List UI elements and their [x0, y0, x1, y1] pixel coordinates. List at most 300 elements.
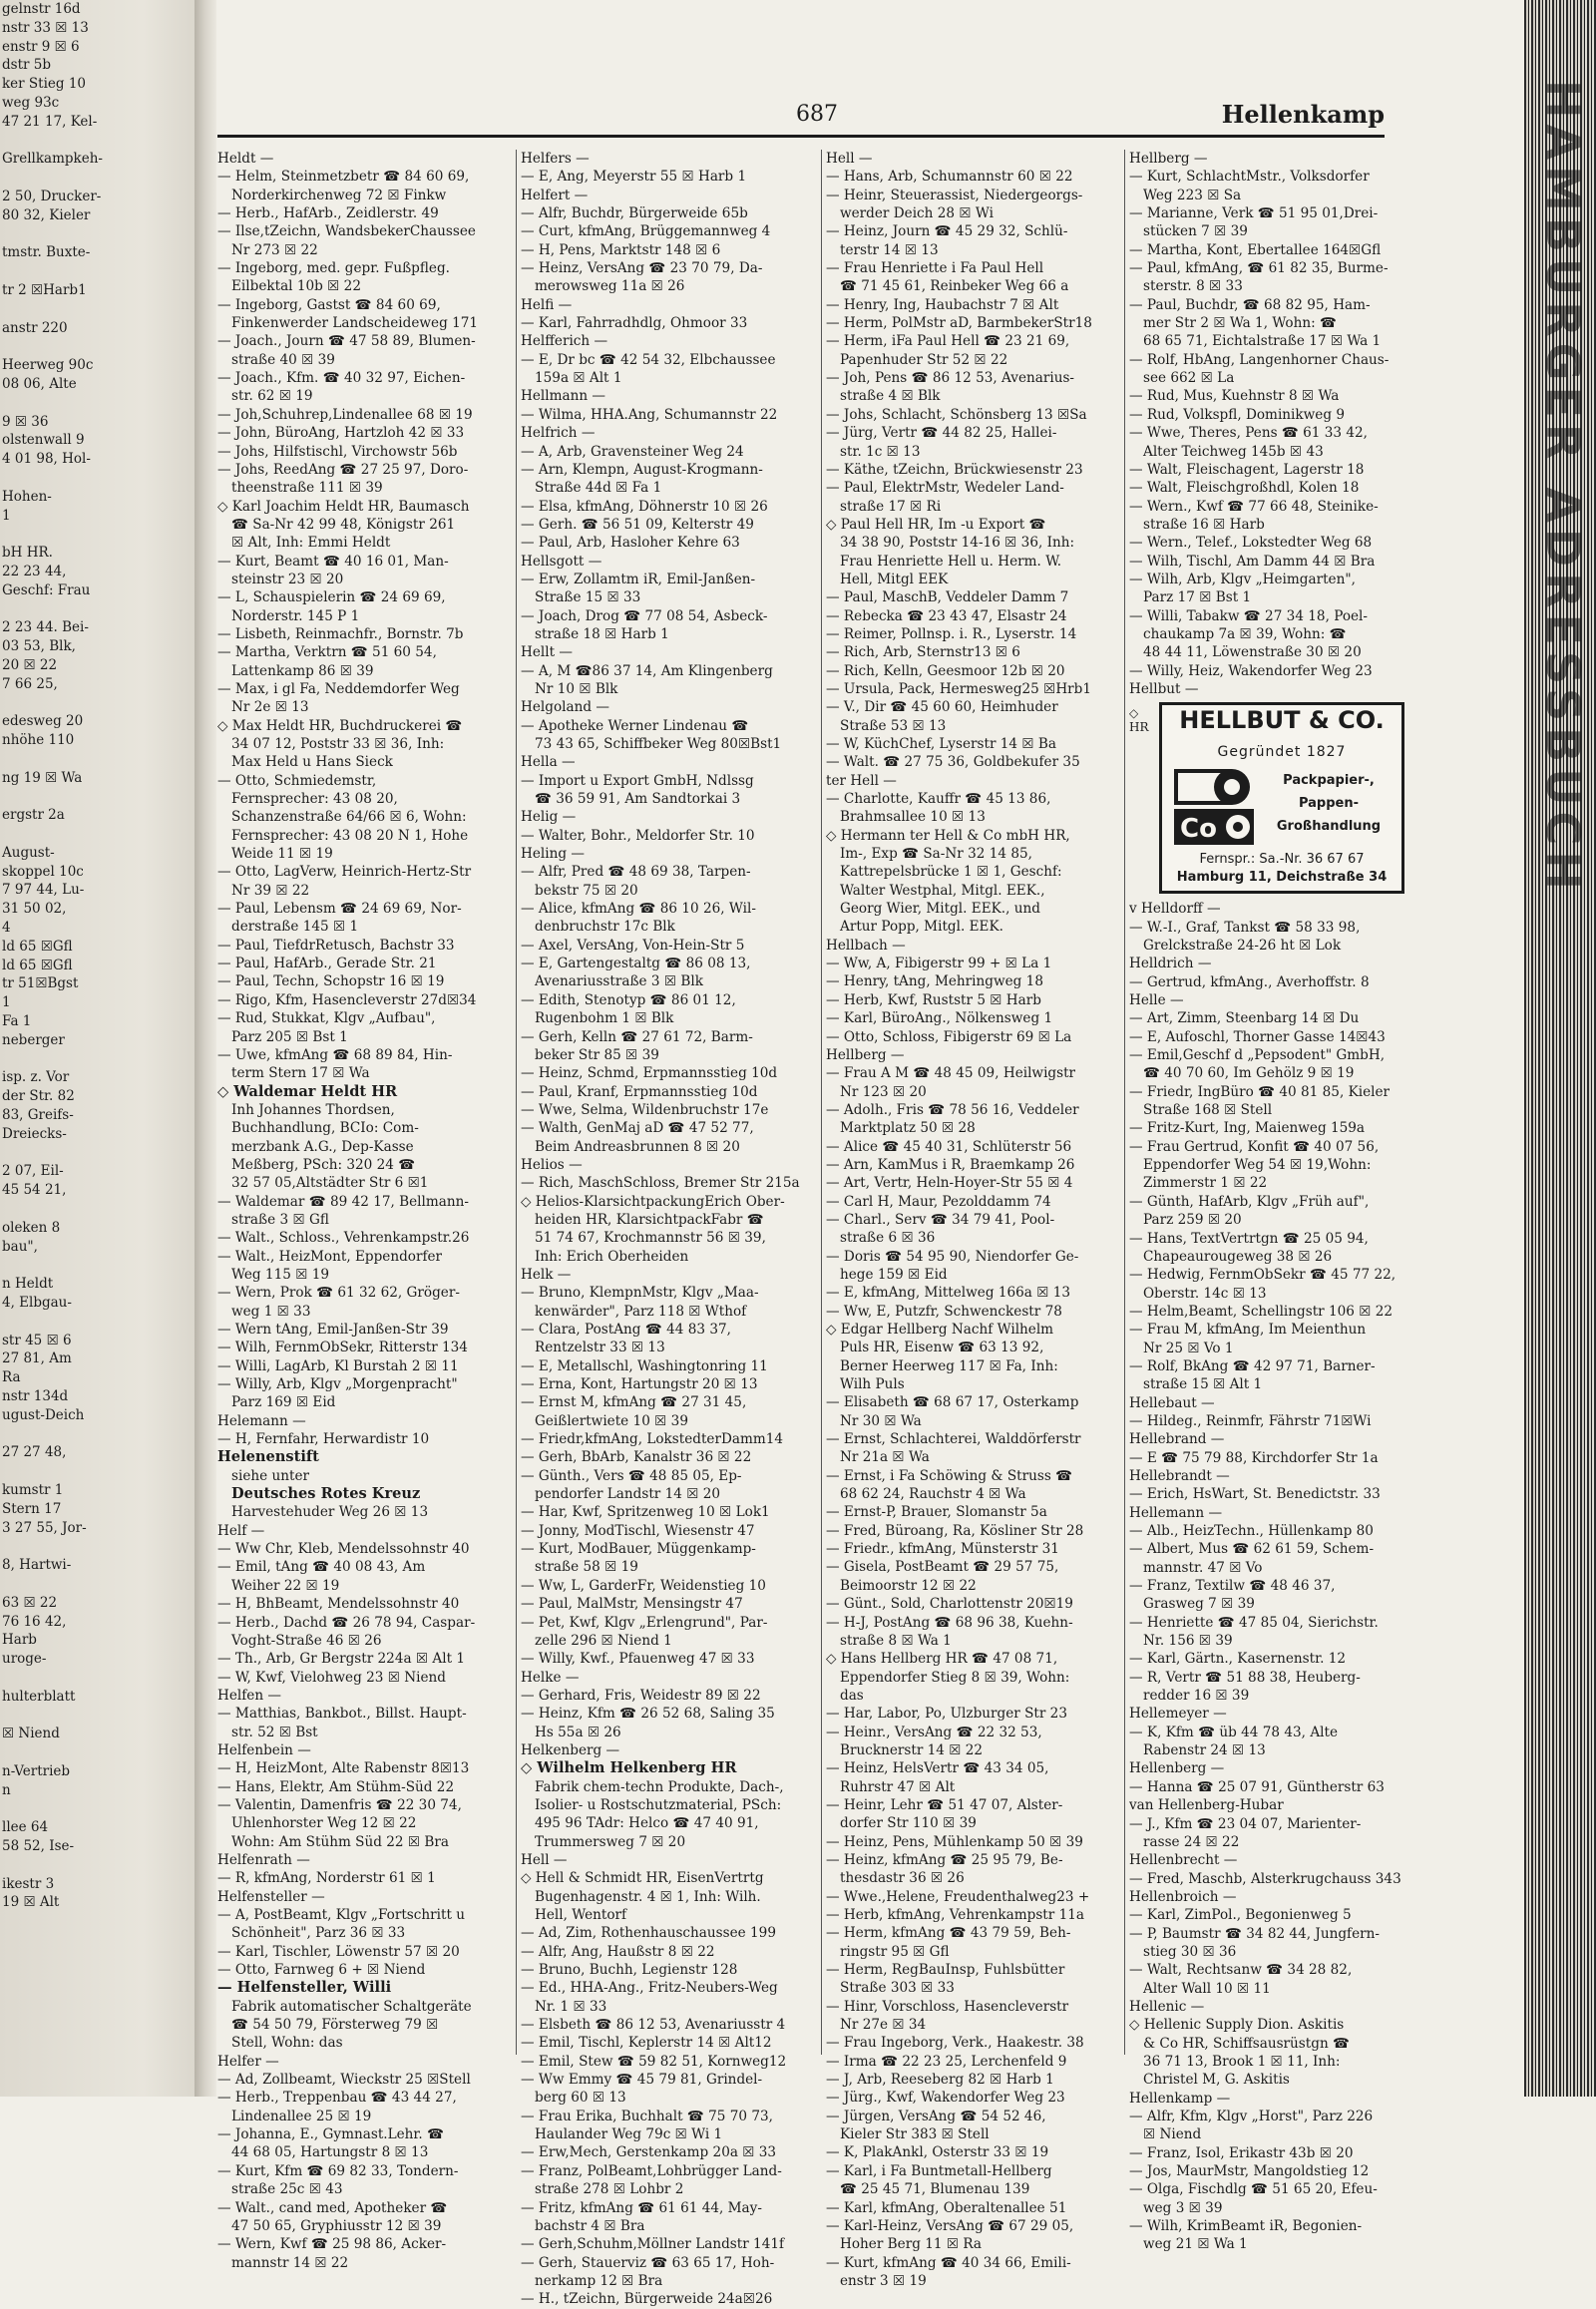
- previous-page-line: oleken 8: [2, 1219, 61, 1236]
- directory-line: — Wilma, HHA.Ang, Schumannstr 22: [521, 406, 778, 423]
- directory-line: — Henry, tAng, Mehringweg 18: [826, 973, 1043, 990]
- directory-line: — Albert, Mus ☎ 62 61 59, Schem-: [1129, 1541, 1375, 1558]
- previous-page-line: [0, 1425, 204, 1444]
- directory-line: — Alfr, Pred ☎ 48 69 38, Tarpen-: [521, 864, 751, 881]
- directory-line: — L, Schauspielerin ☎ 24 69 69,: [217, 589, 446, 606]
- directory-line: — Art, Zimm, Steenbarg 14 ☒ Du: [1129, 1010, 1360, 1027]
- directory-line: — Kurt, ModBauer, Müggenkamp-: [521, 1541, 756, 1558]
- directory-line: Kattrepelsbrücke 1 ☒ 1, Geschf:: [840, 864, 1062, 881]
- directory-line: — Rolf, BkAng ☎ 42 97 71, Barner-: [1129, 1357, 1376, 1374]
- directory-line: — Paul, Buchdr, ☎ 68 82 95, Ham-: [1129, 296, 1371, 313]
- previous-page-line: [0, 169, 204, 188]
- directory-heading: Hellmann —: [521, 388, 606, 405]
- column-2: [521, 150, 818, 2308]
- directory-line: Alter Teichweg 145b ☒ 43: [1143, 443, 1324, 460]
- directory-line: — Martha, Verktrn ☎ 51 60 54,: [217, 644, 437, 661]
- directory-line: — Alb., HeizTechn., Hüllenkamp 80: [1129, 1523, 1374, 1539]
- directory-line: — Kurt, SchlachtMstr., Volksdorfer: [1129, 169, 1370, 186]
- edge-print: HAMBURGER ADRESSBUCH: [1536, 80, 1590, 896]
- directory-line: — Herb., Dachd ☎ 26 78 94, Caspar-: [217, 1614, 476, 1631]
- directory-line: Nr. 156 ☒ 39: [1143, 1633, 1233, 1650]
- directory-line: mannstr 14 ☒ 22: [231, 2254, 349, 2271]
- header-rule: [217, 135, 1385, 138]
- directory-line: Grasweg 7 ☒ 39: [1143, 1596, 1255, 1613]
- directory-line: Beimoorstr 12 ☒ 22: [840, 1577, 977, 1594]
- previous-page-line: ugust-Deich: [2, 1406, 85, 1423]
- directory-line: Wohn: Am Stühm Süd 22 ☒ Bra: [231, 1833, 449, 1850]
- previous-page-line: Hohen-: [2, 488, 52, 505]
- directory-line: — Arn, KamMus i R, Braemkamp 26: [826, 1156, 1075, 1173]
- directory-line: — Johs, Hilfstischl, Virchowstr 56b: [217, 443, 458, 460]
- directory-line: — Ingeborg, Gastst ☎ 84 60 69,: [217, 296, 441, 313]
- directory-line: — Har, Labor, Po, Ulzburger Str 23: [826, 1706, 1067, 1723]
- previous-page-line: [0, 1575, 204, 1594]
- directory-line: Hell, Mitgl EEK: [840, 571, 949, 587]
- previous-page-line: Harb: [2, 1632, 37, 1649]
- directory-line: bekstr 75 ☒ 20: [535, 882, 638, 899]
- directory-line: — Günth, HafArb, Klgv „Früh auf",: [1129, 1193, 1370, 1210]
- directory-heading: Helfferich —: [521, 333, 608, 350]
- previous-page-line: 4, Elbgau-: [2, 1294, 72, 1311]
- directory-line: — Günt., Sold, Charlottenstr 20☒19: [826, 1596, 1073, 1613]
- previous-page-line: [0, 225, 204, 244]
- directory-line: — Wwe, Selma, Wildenbruchstr 17e: [521, 1101, 769, 1118]
- directory-line: — Walt., cand med, Apotheker ☎: [217, 2199, 448, 2216]
- previous-page-line: dstr 5b: [2, 57, 51, 74]
- directory-line: — Ilse,tZeichn, WandsbekerChaussee: [217, 223, 476, 240]
- directory-line: — Franz, PolBeamt,Lohbrügger Land-: [521, 2162, 782, 2179]
- directory-line: — Joh,Schuhrep,Lindenallee 68 ☒ 19: [217, 406, 473, 423]
- directory-line: — Ursula, Pack, Hermesweg25 ☒Hrb1: [826, 680, 1092, 697]
- previous-page-line: [0, 1707, 204, 1726]
- directory-line: terstr 14 ☒ 13: [840, 241, 939, 258]
- directory-line: — K, PlakAnkl, Osterstr 33 ☒ 19: [826, 2144, 1049, 2161]
- directory-line: Weg 115 ☒ 19: [231, 1266, 330, 1283]
- directory-line: straße 18 ☒ Harb 1: [535, 625, 669, 642]
- directory-heading: Helfrich —: [521, 425, 596, 442]
- directory-line: — Joach., Journ ☎ 47 58 89, Blumen-: [217, 333, 476, 350]
- directory-line: — Apotheke Werner Lindenau ☎: [521, 717, 749, 734]
- previous-page-line: Heerweg 90c: [2, 357, 94, 374]
- directory-line: ◇ Hellenic Supply Dion. Askitis: [1129, 2017, 1345, 2034]
- directory-line: Nr. 1 ☒ 33: [535, 1998, 607, 2015]
- directory-line: — Elsbeth ☎ 86 12 53, Avenariusstr 4: [521, 2017, 786, 2034]
- directory-line: — Friedr, IngBüro ☎ 40 81 85, Kieler: [1129, 1083, 1391, 1100]
- directory-line: Nr 21a ☒ Wa: [840, 1449, 930, 1466]
- directory-line: — Hinr, Vorschloss, Hasencleverstr: [826, 1998, 1069, 2015]
- directory-line: hege 159 ☒ Eid: [840, 1266, 948, 1283]
- directory-line: — Kurt, Kfm ☎ 69 82 33, Tondern-: [217, 2162, 459, 2179]
- directory-line: — Erich, HsWart, St. Benedictstr. 33: [1129, 1486, 1381, 1503]
- directory-line: Nr 27e ☒ 34: [840, 2017, 927, 2034]
- directory-line: — H, HeizMont, Alte Rabenstr 8☒13: [217, 1760, 470, 1777]
- directory-line: str. 62 ☒ 19: [231, 388, 313, 405]
- directory-line: ◇ Karl Joachim Heldt HR, Baumasch: [217, 498, 470, 515]
- directory-line: — Otto, LagVerw, Heinrich-Hertz-Str: [217, 864, 472, 881]
- directory-heading: Hellberg —: [1129, 151, 1208, 167]
- directory-line: — Gerh. ☎ 56 51 09, Kelterstr 49: [521, 516, 754, 533]
- directory-line: — Gertrud, kfmAng., Averhoffstr. 8: [1129, 973, 1370, 990]
- previous-page-line: Ra: [2, 1369, 21, 1386]
- directory-line: — Heinz, VersAng ☎ 23 70 79, Da-: [521, 260, 763, 277]
- directory-line: — Heinz, HelsVertr ☎ 43 34 05,: [826, 1760, 1049, 1777]
- directory-line: Parz 17 ☒ Bst 1: [1143, 589, 1252, 606]
- previous-page-line: str 45 ☒ 6: [2, 1332, 72, 1348]
- directory-line: — Willi, Tabakw ☎ 27 34 18, Poel-: [1129, 607, 1368, 624]
- directory-line: Hs 55a ☒ 26: [535, 1724, 621, 1740]
- column-divider: [821, 150, 822, 2055]
- directory-line: — Günth., Vers ☎ 48 85 05, Ep-: [521, 1467, 742, 1484]
- directory-line: — Max, i gl Fa, Neddemdorfer Weg: [217, 680, 460, 697]
- directory-line: — Martha, Kont, Ebertallee 164☒Gfl: [1129, 241, 1382, 258]
- directory-line: Inh: Erich Oberheiden: [535, 1248, 689, 1265]
- directory-line: — Wilh, FernmObSekr, Ritterstr 134: [217, 1340, 468, 1356]
- directory-line: Nr 10 ☒ Blk: [535, 680, 618, 697]
- ad-description: [1260, 769, 1397, 838]
- previous-page-line: Geschf: Frau: [2, 581, 91, 598]
- previous-page-line: August-: [2, 844, 55, 861]
- directory-line: — Karl, Gärtn., Kasernenstr. 12: [1129, 1651, 1347, 1668]
- page-number: 687: [796, 102, 838, 127]
- directory-line: — Emil,Geschf d „Pepsodent" GmbH,: [1129, 1047, 1386, 1064]
- directory-line: — Paul, MaschB, Veddeler Damm 7: [826, 589, 1069, 606]
- directory-heading: Helf —: [217, 1522, 265, 1539]
- previous-page-line: 7 97 44, Lu-: [2, 882, 85, 899]
- directory-line: — Willy, Kwf., Pfauenweg 47 ☒ 33: [521, 1651, 755, 1668]
- directory-line: Rugenbohm 1 ☒ Blk: [535, 1010, 674, 1027]
- directory-line: siehe unter: [231, 1467, 310, 1484]
- directory-line: Grelckstraße 24-26 ht ☒ Lok: [1143, 938, 1342, 954]
- directory-line: — Ingeborg, med. gepr. Fußpfleg.: [217, 260, 450, 277]
- directory-line: Parz 169 ☒ Eid: [231, 1394, 336, 1411]
- directory-line: — Gerhard, Fris, Weidestr 89 ☒ 22: [521, 1687, 761, 1704]
- directory-line: — Willi, LagArb, Kl Burstah 2 ☒ 11: [217, 1357, 459, 1374]
- directory-line: — Rud, Stukkat, Klgv „Aufbau",: [217, 1010, 436, 1027]
- directory-heading: Helkenberg —: [521, 1741, 620, 1758]
- directory-line: enstr 3 ☒ 19: [840, 2272, 927, 2289]
- directory-line: Norderstr. 145 P 1: [231, 607, 360, 624]
- column-4-top: [1129, 150, 1426, 698]
- directory-line: — Walt., HeizMont, Eppendorfer: [217, 1248, 443, 1265]
- directory-line: ◇ Paul Hell HR, Im -u Export ☎: [826, 516, 1046, 533]
- directory-line: Georg Wier, Mitgl. EEK., und: [840, 901, 1040, 918]
- directory-line: sterstr. 8 ☒ 33: [1143, 278, 1243, 295]
- directory-line: Brucknerstr 14 ☒ 22: [840, 1741, 984, 1758]
- directory-line: — Emil, Tischl, Keplerstr 14 ☒ Alt12: [521, 2035, 772, 2052]
- previous-page-line: enstr 9 ☒ 6: [2, 38, 80, 55]
- directory-heading: Helfen —: [217, 1687, 281, 1704]
- directory-line: Fernsprecher: 43 08 20 N 1, Hohe: [231, 827, 469, 844]
- directory-line: — Charlotte, Kauffr ☎ 45 13 86,: [826, 791, 1051, 808]
- directory-line: Parz 205 ☒ Bst 1: [231, 1028, 348, 1045]
- ad-company-name: HELLBUT & CO.: [1179, 706, 1385, 735]
- directory-line: — Karl, BüroAng., Nölkensweg 1: [826, 1010, 1053, 1027]
- previous-page-line: [0, 1462, 204, 1481]
- directory-line: — E ☎ 75 79 88, Kirchdorfer Str 1a: [1129, 1449, 1379, 1466]
- directory-line: Norderkirchenweg 72 ☒ Finkw: [231, 187, 447, 203]
- directory-line: Schönheit", Parz 36 ☒ 33: [231, 1925, 406, 1942]
- directory-line: — Rud, Volkspfl, Dominikweg 9: [1129, 406, 1345, 423]
- directory-line: — Rolf, HbAng, Langenhorner Chaus-: [1129, 351, 1390, 368]
- directory-line: 47 50 65, Gryphiusstr 12 ☒ 39: [231, 2217, 442, 2234]
- directory-line: ◇ Hermann ter Hell & Co mbH HR,: [826, 827, 1070, 844]
- directory-line: Eppendorfer Stieg 8 ☒ 39, Wohn:: [840, 1669, 1070, 1686]
- directory-line: — Herb., HafArb., Zeidlerstr. 49: [217, 205, 439, 222]
- directory-line: Frau Henriette Hell u. Herm. W.: [840, 553, 1062, 570]
- directory-line: 36 71 13, Brook 1 ☒ 11, Inh:: [1143, 2053, 1341, 2070]
- directory-line: str. 1c ☒ 13: [840, 443, 921, 460]
- directory-line: — Alfr, Buchdr, Bürgerweide 65b: [521, 205, 748, 222]
- directory-line: — Frau M, kfmAng, Im Meienthun: [1129, 1322, 1367, 1339]
- directory-line: — Rud, Mus, Kuehnstr 8 ☒ Wa: [1129, 388, 1340, 405]
- directory-line: — Helm, Steinmetzbetr ☎ 84 60 69,: [217, 169, 470, 186]
- column-4: [1129, 150, 1426, 2253]
- directory-line: — Ww Emmy ☎ 45 79 81, Grindel-: [521, 2072, 763, 2089]
- directory-heading: Helk —: [521, 1266, 572, 1283]
- directory-line: — Heinr, Steuerassist, Niedergeorgs-: [826, 187, 1083, 203]
- directory-line: Hoher Berg 11 ☒ Ra: [840, 2236, 982, 2253]
- directory-line: — H, BhBeamt, Mendelssohnstr 40: [217, 1596, 460, 1613]
- directory-line: Lattenkamp 86 ☒ 39: [231, 662, 374, 679]
- previous-page-line: weg 93c: [2, 94, 60, 111]
- directory-line: Hell, Wentorf: [535, 1907, 627, 1923]
- previous-page-line: 08 06, Alte: [2, 375, 77, 392]
- directory-line: — E, Aufoschl, Thorner Gasse 14☒43: [1129, 1028, 1386, 1045]
- previous-page-line: olstenwall 9: [2, 432, 85, 449]
- directory-heading: Helldrich —: [1129, 956, 1212, 972]
- previous-page-line: 27 81, Am: [2, 1350, 72, 1367]
- previous-page-line: 2 23 44. Bei-: [2, 619, 89, 636]
- directory-line: — John, BüroAng, Hartzloh 42 ☒ 33: [217, 425, 465, 442]
- directory-line: — Ad, Zollbeamt, Wieckstr 25 ☒Stell: [217, 2072, 471, 2089]
- previous-page-line: nstr 134d: [2, 1387, 69, 1404]
- directory-line: — Import u Export GmbH, Ndlssg: [521, 772, 754, 789]
- directory-line: — Elisabeth ☎ 68 67 17, Osterkamp: [826, 1394, 1079, 1411]
- directory-line: 32 57 05,Altstädter Str 6 ☒1: [231, 1175, 429, 1192]
- previous-page-line: [0, 1200, 204, 1219]
- book-page-edges: [1524, 0, 1596, 2097]
- previous-page-line: ergstr 2a: [2, 807, 65, 824]
- directory-line: chaukamp 7a ☒ 39, Wohn: ☎: [1143, 625, 1347, 642]
- previous-page-line: 19 ☒ Alt: [2, 1894, 60, 1911]
- previous-page-line: [0, 262, 204, 281]
- directory-line: — Lisbeth, Reinmachfr., Bornstr. 7b: [217, 625, 464, 642]
- directory-line: pendorfer Landstr 14 ☒ 20: [535, 1486, 721, 1503]
- directory-line: — R, kfmAng, Norderstr 61 ☒ 1: [217, 1870, 436, 1887]
- directory-line: — Friedr,kfmAng, LokstedterDamm14: [521, 1431, 784, 1448]
- directory-line: denbruchstr 17c Blk: [535, 919, 675, 936]
- directory-line: — Willy, Heiz, Wakendorfer Weg 23: [1129, 662, 1373, 679]
- directory-line: Oberstr. 14c ☒ 13: [1143, 1285, 1267, 1302]
- directory-line: straße 58 ☒ 19: [535, 1559, 638, 1576]
- directory-line: Nr 2e ☒ 13: [231, 699, 309, 716]
- directory-line: rasse 24 ☒ 22: [1143, 1833, 1240, 1850]
- directory-line: — Heinz, Journ ☎ 45 29 32, Schlü-: [826, 223, 1068, 240]
- directory-line: ☎ 54 50 79, Försterweg 79 ☒: [231, 2017, 439, 2034]
- directory-line: — E, kfmAng, Mittelweg 166a ☒ 13: [826, 1285, 1071, 1302]
- directory-line: — Heinz, Schmd, Erpmannsstieg 10d: [521, 1065, 778, 1082]
- directory-line: Marktplatz 50 ☒ 28: [840, 1120, 976, 1137]
- directory-line: Meßberg, PSch: 320 24 ☎: [231, 1156, 416, 1173]
- directory-line: — H., tZeichn, Bürgerweide 24a☒26: [521, 2291, 773, 2308]
- previous-page-line: uroge-: [2, 1651, 47, 1668]
- directory-heading: Hellenic —: [1129, 1998, 1205, 2015]
- previous-page-line: 58 52, Ise-: [2, 1838, 75, 1855]
- directory-line: Uhlenhorster Weg 12 ☒ 22: [231, 1815, 417, 1832]
- directory-line: Geißlertwiete 10 ☒ 39: [535, 1412, 688, 1429]
- directory-line: — Fritz-Kurt, Ing, Maienweg 159a: [1129, 1120, 1366, 1137]
- directory-heading: Helemann —: [217, 1412, 306, 1429]
- directory-line: — Ernst, Schlachterei, Walddörferstr: [826, 1431, 1081, 1448]
- directory-line: — Edith, Stenotyp ☎ 86 01 12,: [521, 991, 736, 1008]
- directory-line: Straße 44d ☒ Fa 1: [535, 480, 662, 497]
- directory-line: Voght-Straße 46 ☒ 26: [231, 1632, 382, 1649]
- directory-line: — A, PostBeamt, Klgv „Fortschritt u: [217, 1907, 465, 1923]
- directory-heading: Hellemann —: [1129, 1504, 1223, 1521]
- directory-line: — Ww, E, Putzfr, Schwenckestr 78: [826, 1303, 1062, 1320]
- directory-line: — Johs, Schlacht, Schönsberg 13 ☒Sa: [826, 406, 1087, 423]
- directory-line: — Friedr., kfmAng, Münsterstr 31: [826, 1541, 1059, 1558]
- directory-line: — W, Kwf, Vielohweg 23 ☒ Niend: [217, 1669, 446, 1686]
- directory-line: merowsweg 11a ☒ 26: [535, 278, 685, 295]
- directory-line: Brahmsallee 10 ☒ 13: [840, 809, 986, 826]
- directory-line: — Walter, Bohr., Meldorfer Str. 10: [521, 827, 755, 844]
- directory-line: 495 96 TAdr: Helco ☎ 47 40 91,: [535, 1815, 759, 1832]
- directory-line: & Co HR, Schiffsausrüstgn ☎: [1143, 2035, 1350, 2052]
- directory-heading: Hellenbroich —: [1129, 1888, 1237, 1905]
- page-header: [217, 92, 1385, 138]
- directory-line: — Th., Arb, Gr Bergstr 224a ☒ Alt 1: [217, 1651, 466, 1668]
- directory-line: — Hans, Arb, Schumannstr 60 ☒ 22: [826, 169, 1073, 186]
- directory-line: — Wern, Kwf ☎ 25 98 86, Acker-: [217, 2236, 447, 2253]
- directory-line: — Alice, kfmAng ☎ 86 10 26, Wil-: [521, 901, 756, 918]
- directory-line: — Art, Vertr, Heln-Hoyer-Str 55 ☒ 4: [826, 1175, 1073, 1192]
- directory-heading: van Hellenberg-Hubar: [1129, 1797, 1284, 1814]
- previous-page-line: ☒ Niend: [2, 1726, 60, 1742]
- directory-line: — Paul, Arb, Hasloher Kehre 63: [521, 535, 740, 552]
- directory-line: Lindenallee 25 ☒ 19: [231, 2108, 372, 2124]
- directory-line: — Frau Henriette i Fa Paul Hell: [826, 260, 1044, 277]
- directory-line: Bugenhagenstr. 4 ☒ 1, Inh: Wilh.: [535, 1888, 761, 1905]
- ad-desc-line: Packpapier-,: [1283, 773, 1375, 789]
- directory-heading: Helfer —: [217, 2053, 279, 2070]
- directory-line: — Alfr, Ang, Haußstr 8 ☒ 22: [521, 1943, 715, 1960]
- directory-line: 51 74 67, Krochmannstr 56 ☒ 39,: [535, 1230, 766, 1247]
- directory-heading: Hellberg —: [826, 1046, 905, 1063]
- directory-line: — Clara, PostAng ☎ 44 83 37,: [521, 1322, 731, 1338]
- directory-line: — Ernst-P, Brauer, Slomanstr 5a: [826, 1504, 1047, 1521]
- directory-line: stücken 7 ☒ 39: [1143, 223, 1248, 240]
- directory-line: Zimmerstr 1 ☒ 22: [1143, 1175, 1268, 1192]
- directory-line: — Karl, ZimPol., Begonienweg 5: [1129, 1907, 1352, 1924]
- directory-line: — Rebecka ☎ 23 43 47, Elsastr 24: [826, 607, 1067, 624]
- previous-page-line: 1: [2, 507, 11, 524]
- directory-line: — Erw, Zollamtm iR, Emil-Janßen-: [521, 571, 756, 587]
- directory-line: Fabrik chem-techn Produkte, Dach-,: [535, 1778, 784, 1795]
- previous-page-line: 9 ☒ 36: [2, 413, 49, 430]
- directory-line: — Frau A M ☎ 48 45 09, Heilwigstr: [826, 1065, 1076, 1082]
- column-1: [217, 150, 515, 2271]
- directory-line: weg 1 ☒ 33: [231, 1303, 311, 1320]
- directory-line: — Irma ☎ 22 23 25, Lerchenfeld 9: [826, 2053, 1067, 2070]
- previous-page-line: 31 50 02,: [2, 901, 67, 918]
- directory-line: Nr 25 ☒ Vo 1: [1143, 1340, 1234, 1356]
- directory-line: — Willy, Arb, Klgv „Morgenpracht": [217, 1376, 458, 1393]
- directory-line: Avenariusstraße 3 ☒ Blk: [535, 973, 703, 990]
- directory-line: straße 8 ☒ Wa 1: [840, 1632, 952, 1649]
- directory-line: — Gisela, PostBeamt ☎ 29 57 75,: [826, 1559, 1059, 1576]
- directory-line: Kieler Str 383 ☒ Stell: [840, 2126, 990, 2143]
- previous-page-line: isp. z. Vor: [2, 1069, 70, 1086]
- directory-line: — Wern., Kwf ☎ 77 66 48, Steinike-: [1129, 498, 1379, 515]
- directory-line: — Walt, Rechtsanw ☎ 34 28 82,: [1129, 1962, 1353, 1979]
- directory-line: — Erw,Mech, Gerstenkamp 20a ☒ 33: [521, 2144, 777, 2161]
- directory-line: derstraße 145 ☒ 1: [231, 919, 359, 936]
- directory-line: Im-, Exp ☎ Sa-Nr 32 14 85,: [840, 846, 1032, 863]
- directory-line: 159a ☒ Alt 1: [535, 370, 622, 387]
- directory-line: — Paul, HafArb., Gerade Str. 21: [217, 956, 437, 972]
- directory-line: Alter Wall 10 ☒ 11: [1143, 1980, 1271, 1997]
- directory-heading: Helfensteller —: [217, 1888, 325, 1905]
- directory-line: — Herm, iFa Paul Hell ☎ 23 21 69,: [826, 333, 1070, 350]
- directory-line: — Helfensteller, Willi: [217, 1979, 392, 1997]
- directory-heading: Helfert —: [521, 187, 589, 203]
- directory-line: — Kurt, kfmAng ☎ 40 34 66, Emili-: [826, 2254, 1071, 2271]
- directory-line: stieg 30 ☒ 36: [1143, 1943, 1237, 1960]
- directory-line: Haulander Weg 79c ☒ Wi 1: [535, 2126, 723, 2143]
- previous-page-line: hulterblatt: [2, 1688, 76, 1705]
- directory-line: — Herm, kfmAng ☎ 43 79 59, Beh-: [826, 1925, 1071, 1942]
- previous-page-line: [0, 525, 204, 544]
- directory-line: 73 43 65, Schiffbeker Weg 80☒Bst1: [535, 736, 782, 752]
- directory-line: — Heinz, Kfm ☎ 26 52 68, Saling 35: [521, 1706, 775, 1723]
- directory-line: Fernsprecher: 43 08 20,: [231, 791, 398, 808]
- directory-line: — Reimer, Pollnsp. i. R., Lyserstr. 14: [826, 625, 1077, 642]
- directory-line: 68 65 71, Eichtalstraße 17 ☒ Wa 1: [1143, 333, 1382, 350]
- directory-heading: Helfenrath —: [217, 1851, 310, 1868]
- directory-line: — Paul, Lebensm ☎ 24 69 69, Nor-: [217, 901, 462, 918]
- previous-page-line: [0, 469, 204, 488]
- previous-page-line: [0, 1669, 204, 1688]
- directory-line: — Rich, Arb, Sternstr13 ☒ 6: [826, 644, 1020, 661]
- previous-page-line: 80 32, Kieler: [2, 206, 91, 223]
- directory-line: — Karl, i Fa Buntmetall-Hellberg: [826, 2162, 1052, 2179]
- directory-heading: Helke —: [521, 1669, 580, 1686]
- previous-page-line: [0, 1144, 204, 1163]
- directory-line: Puls HR, Eisenw ☎ 63 13 92,: [840, 1340, 1044, 1356]
- directory-line: — Gerh, Stauerviz ☎ 63 65 17, Hoh-: [521, 2254, 775, 2271]
- directory-heading: Hellebrandt —: [1129, 1467, 1230, 1484]
- directory-line: — Erna, Kont, Hartungstr 20 ☒ 13: [521, 1376, 758, 1393]
- directory-line: — Joach., Kfm. ☎ 40 32 97, Eichen-: [217, 370, 466, 387]
- directory-line: — Fred, Maschb, Alsterkrugchauss 343: [1129, 1870, 1401, 1887]
- directory-line: — Johanna, E., Gymnast.Lehr. ☎: [217, 2126, 445, 2143]
- previous-page-line: tmstr. Buxte-: [2, 244, 91, 261]
- directory-line: — Bruno, Buchh, Legienstr 128: [521, 1962, 738, 1979]
- directory-line: Buchhandlung, BCIo: Com-: [231, 1120, 419, 1137]
- directory-line: zelle 296 ☒ Niend 1: [535, 1632, 672, 1649]
- directory-heading: Helios —: [521, 1156, 583, 1173]
- previous-page-line: llee 64: [2, 1819, 49, 1836]
- directory-line: — Ad, Zim, Rothenhauschaussee 199: [521, 1925, 776, 1942]
- directory-line: — E, Ang, Meyerstr 55 ☒ Harb 1: [521, 169, 747, 186]
- previous-page-line: neberger: [2, 1031, 65, 1048]
- directory-line: — Herb., Treppenbau ☎ 43 44 27,: [217, 2090, 457, 2107]
- previous-page-line: [0, 787, 204, 806]
- directory-line: — Ed., HHA-Ang., Fritz-Neubers-Weg: [521, 1980, 778, 1997]
- directory-line: ◇ Max Heldt HR, Buchdruckerei ☎: [217, 717, 463, 734]
- directory-line: Papenhuder Str 52 ☒ 22: [840, 351, 1008, 368]
